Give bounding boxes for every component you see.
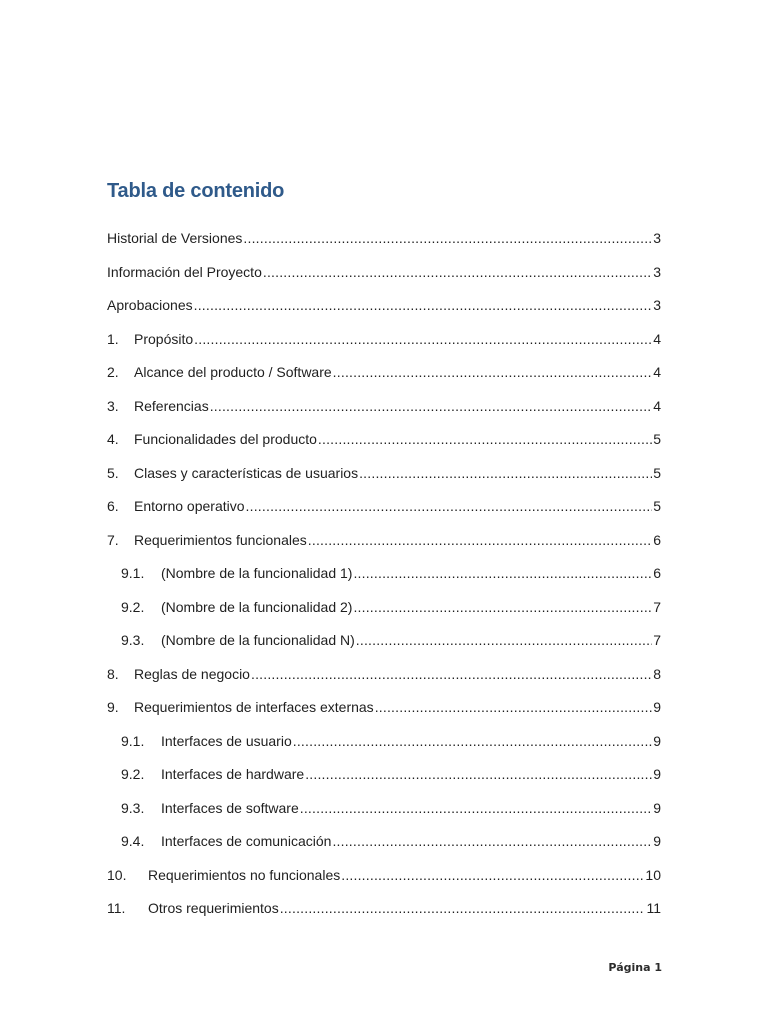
toc-entry-page: 9 xyxy=(653,766,661,782)
toc-entry-page: 7 xyxy=(653,598,661,615)
toc-entry[interactable] xyxy=(107,766,661,800)
toc-entry[interactable] xyxy=(107,532,661,566)
toc-entry-number: 9.1. xyxy=(121,565,145,581)
toc-entry-number: 8. xyxy=(107,665,119,682)
toc-entry-page: 4 xyxy=(653,397,661,414)
toc-entry[interactable] xyxy=(107,297,661,331)
toc-dot-leader xyxy=(308,532,652,549)
toc-entry[interactable] xyxy=(107,833,661,867)
toc-entry-page: 11 xyxy=(646,900,661,916)
toc-entry[interactable] xyxy=(107,599,661,633)
toc-entry[interactable] xyxy=(107,565,661,599)
toc-entry-page: 3 xyxy=(653,297,661,313)
toc-entry-page: 9 xyxy=(653,833,661,849)
toc-entry-page: 5 xyxy=(653,464,661,481)
toc-entry-label: Interfaces de hardware xyxy=(161,766,305,782)
toc-entry[interactable] xyxy=(107,465,661,499)
toc-entry-label: Historial de Versiones xyxy=(107,230,243,246)
toc-dot-leader xyxy=(375,699,653,716)
toc-entry-number: 9.4. xyxy=(121,833,145,849)
toc-entry-label: Otros requerimientos xyxy=(148,900,279,916)
toc-entry-number: 9. xyxy=(107,699,119,715)
toc-dot-leader xyxy=(300,800,652,817)
toc-entry-label: Interfaces de software xyxy=(161,799,299,816)
page-number: Página 1 xyxy=(608,961,662,974)
toc-entry-number: 5. xyxy=(107,464,119,481)
toc-entry-page: 5 xyxy=(653,431,661,447)
toc-entry[interactable] xyxy=(107,230,661,264)
toc-entry-number: 7. xyxy=(107,531,119,548)
toc-entry-page: 6 xyxy=(653,565,661,581)
toc-entry[interactable] xyxy=(107,632,661,666)
toc-dot-leader xyxy=(305,766,652,783)
toc-dot-leader xyxy=(341,867,644,884)
toc-dot-leader xyxy=(333,364,653,381)
toc-entry-label: Interfaces de comunicación xyxy=(161,833,332,849)
toc-entry-label: Requerimientos de interfaces externas xyxy=(134,699,374,715)
toc-dot-leader xyxy=(359,465,652,482)
toc-entry-number: 4. xyxy=(107,431,119,447)
toc-entry-number: 9.2. xyxy=(121,766,145,782)
toc-entry[interactable] xyxy=(107,900,661,934)
toc-dot-leader xyxy=(194,331,652,348)
toc-entry-label: Entorno operativo xyxy=(134,498,245,514)
toc-entry-number: 11. xyxy=(107,900,126,916)
toc-dot-leader xyxy=(243,230,652,247)
toc-entry-page: 3 xyxy=(653,230,661,246)
toc-entry-label: (Nombre de la funcionalidad 2) xyxy=(161,598,353,615)
toc-entry[interactable] xyxy=(107,498,661,532)
toc-dot-leader xyxy=(263,264,652,281)
toc-title: Tabla de contenido xyxy=(107,180,285,202)
toc-entry-page: 5 xyxy=(653,498,661,514)
toc-entry-page: 7 xyxy=(653,632,661,648)
toc-entry-number: 10. xyxy=(107,866,127,883)
toc-entry-label: (Nombre de la funcionalidad 1) xyxy=(161,565,353,581)
toc-entry-label: Requerimientos no funcionales xyxy=(148,866,341,883)
toc-entry[interactable] xyxy=(107,699,661,733)
toc-dot-leader xyxy=(210,398,653,415)
toc-entry-page: 8 xyxy=(653,665,661,682)
toc-entry[interactable] xyxy=(107,867,661,901)
toc-dot-leader xyxy=(332,833,652,850)
toc-dot-leader xyxy=(246,498,653,515)
toc-entry[interactable] xyxy=(107,264,661,298)
toc-entry-page: 10 xyxy=(645,866,661,883)
toc-entry-label: Alcance del producto / Software xyxy=(134,364,332,380)
toc-entry[interactable] xyxy=(107,398,661,432)
toc-dot-leader xyxy=(318,431,652,448)
toc-entry-number: 1. xyxy=(107,330,119,347)
toc-entry-label: Referencias xyxy=(134,397,209,414)
toc-entry-page: 9 xyxy=(653,699,661,715)
toc-entry-label: Funcionalidades del producto xyxy=(134,431,317,447)
toc-entry-page: 9 xyxy=(653,799,661,816)
toc-entry-number: 9.3. xyxy=(121,632,145,648)
toc-entry-label: Interfaces de usuario xyxy=(161,732,292,749)
toc-dot-leader xyxy=(293,733,652,750)
toc-entry[interactable] xyxy=(107,733,661,767)
toc-entry-number: 9.2. xyxy=(121,598,145,615)
toc-entry-page: 9 xyxy=(653,732,661,749)
toc-entry[interactable] xyxy=(107,364,661,398)
toc-entry-label: Información del Proyecto xyxy=(107,263,262,280)
toc-entry[interactable] xyxy=(107,666,661,700)
toc-entry-page: 4 xyxy=(653,364,661,380)
toc-dot-leader xyxy=(356,632,652,649)
toc-dot-leader xyxy=(194,297,653,314)
toc-entry[interactable] xyxy=(107,331,661,365)
toc-entry-number: 6. xyxy=(107,498,119,514)
toc-dot-leader xyxy=(353,565,652,582)
toc-entry-page: 3 xyxy=(653,263,661,280)
toc-dot-leader xyxy=(280,900,646,917)
toc-entry-label: (Nombre de la funcionalidad N) xyxy=(161,632,355,648)
toc-entry[interactable] xyxy=(107,800,661,834)
toc-entry-number: 9.3. xyxy=(121,799,145,816)
toc-entry-page: 4 xyxy=(653,330,661,347)
toc-entry-label: Propósito xyxy=(134,330,194,347)
toc-list xyxy=(107,230,661,934)
toc-entry-label: Aprobaciones xyxy=(107,297,193,313)
toc-entry-number: 9.1. xyxy=(121,732,145,749)
toc-entry-page: 6 xyxy=(653,531,661,548)
toc-entry-number: 2. xyxy=(107,364,119,380)
toc-entry-number: 3. xyxy=(107,397,119,414)
toc-dot-leader xyxy=(251,666,652,683)
toc-entry[interactable] xyxy=(107,431,661,465)
toc-entry-label: Reglas de negocio xyxy=(134,665,250,682)
toc-dot-leader xyxy=(353,599,652,616)
toc-entry-label: Clases y características de usuarios xyxy=(134,464,359,481)
toc-entry-label: Requerimientos funcionales xyxy=(134,531,307,548)
